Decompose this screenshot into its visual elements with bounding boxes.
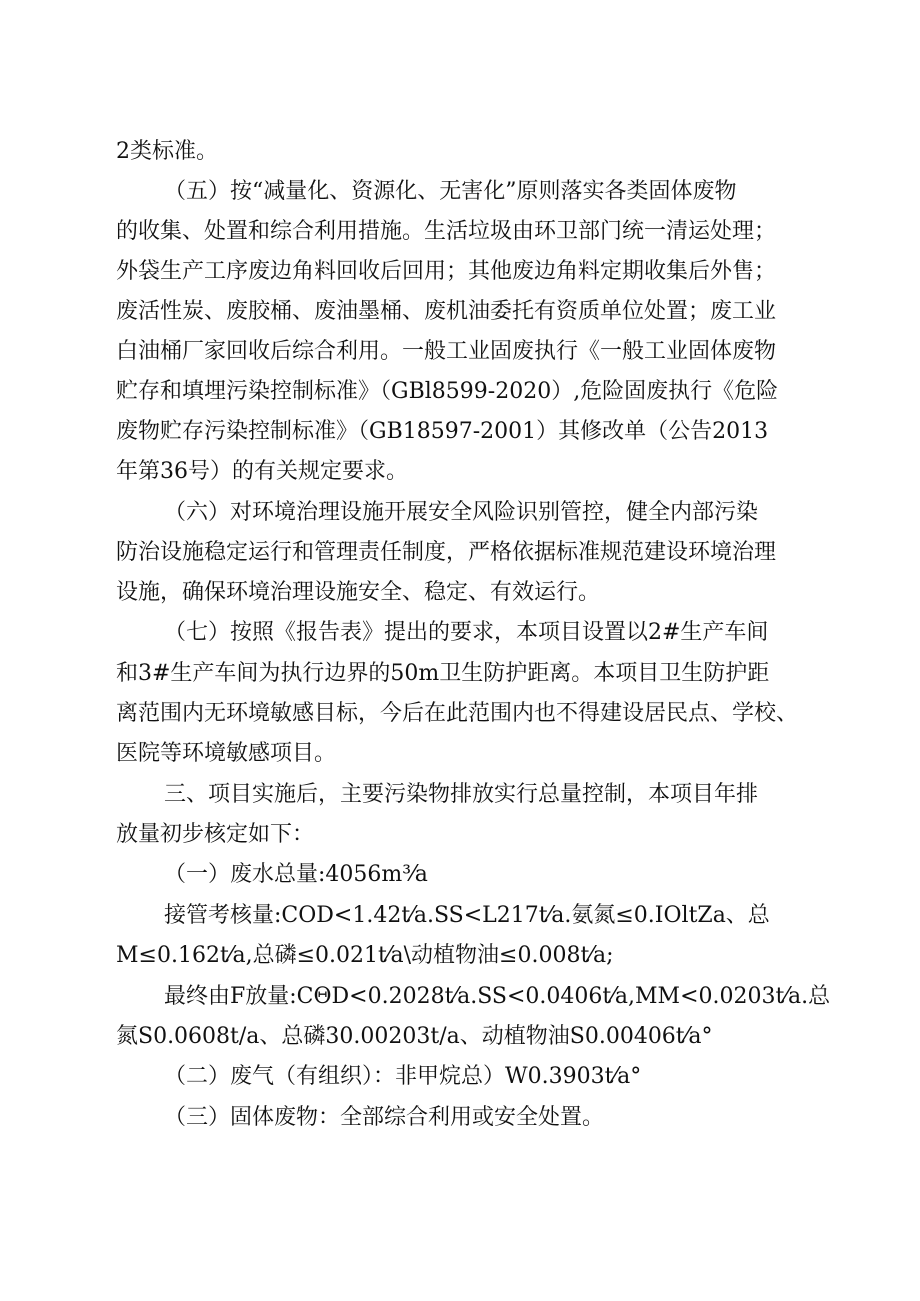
text-line: [0, 212, 920, 252]
text-line: [0, 372, 920, 412]
text-line: [0, 613, 920, 653]
text-line-content: 外袋生产工序废边角料回收后回用；其他废边角料定期收集后外售；: [116, 259, 777, 284]
text-line: [0, 493, 920, 533]
text-line-content: 设施，确保环境治理设施安全、稳定、有效运行。: [116, 580, 601, 605]
text-line-content: M≤0.162t⁄a,总磷≤0.021t⁄a\动植物油≤0.008t⁄a;: [116, 943, 614, 968]
text-line: [0, 132, 920, 172]
text-line-content: 最终由F放量:CΘD<0.2028t⁄a.SS<0.0406t⁄a,MM<0.0203t⁄a.总: [164, 984, 831, 1009]
text-line-content: （三）固体废物：全部综合利用或安全处置。: [164, 1105, 605, 1130]
text-line-content: （一）废水总量:4056m³⁄a: [164, 862, 428, 887]
text-line-content: （二）废气（有组织）：非甲烷总）W0.3903t⁄a°: [164, 1064, 642, 1089]
text-line: [0, 654, 920, 694]
text-line-content: 废活性炭、废胶桶、废油墨桶、废机油委托有资质单位处置；废工业: [116, 299, 777, 324]
text-line: [0, 936, 920, 976]
text-line-content: 白油桶厂家回收后综合利用。一般工业固废执行《一般工业固体废物: [116, 339, 777, 364]
text-line: [0, 252, 920, 292]
text-line: [0, 573, 920, 613]
text-line-content: 防治设施稳定运行和管理责任制度，严格依据标准规范建设环境治理: [116, 540, 777, 565]
text-line-content: 接管考核量:COD<1.42t⁄a.SS<L217t⁄a.氨氮≤0.IOltZa、总: [164, 903, 770, 928]
text-line-content: 和3#生产车间为执行边界的50m卫生防护距离。本项目卫生防护距: [116, 661, 770, 686]
text-line: [0, 896, 920, 936]
text-line: [0, 734, 920, 774]
text-line-content: 的收集、处置和综合利用措施。生活垃圾由环卫部门统一清运处理；: [116, 219, 777, 244]
text-line: [0, 855, 920, 895]
text-line: [0, 775, 920, 815]
text-line-content: 放量初步核定如下：: [116, 822, 315, 847]
text-line-content: 医院等环境敏感项目。: [116, 741, 337, 766]
text-line-content: （六）对环境治理设施开展安全风险识别管控，健全内部污染: [164, 500, 759, 525]
text-line: [0, 533, 920, 573]
text-line-content: 贮存和填埋污染控制标准》（GBl8599-2020）,危险固废执行《危险: [116, 379, 779, 404]
text-line: [0, 452, 920, 492]
text-line-content: 废物贮存污染控制标准》（GB18597-2001）其修改单（公告2013: [116, 419, 769, 444]
text-line: [0, 292, 920, 332]
text-line-content: 氮S0.0608t/a、总磷30.00203t/a、动植物油S0.00406t⁄a°: [116, 1024, 713, 1049]
text-line-content: 年第36号）的有关规定要求。: [116, 459, 408, 484]
text-line: [0, 694, 920, 734]
text-line: [0, 1017, 920, 1057]
text-line-content: （七）按照《报告表》提出的要求，本项目设置以2#生产车间: [164, 620, 769, 645]
text-line-content: 2类标准。: [116, 139, 218, 164]
text-line: [0, 332, 920, 372]
text-line-content: 三、项目实施后，主要污染物排放实行总量控制，本项目年排: [164, 782, 759, 807]
text-line: [0, 172, 920, 212]
text-line: [0, 412, 920, 452]
text-line: [0, 815, 920, 855]
text-line: [0, 1057, 920, 1097]
text-line-content: （五）按“减量化、资源化、无害化”原则落实各类固体废物: [164, 179, 737, 204]
text-line: [0, 1098, 920, 1138]
text-line: [0, 977, 920, 1017]
text-line-content: 离范围内无环境敏感目标，今后在此范围内也不得建设居民点、学校、: [116, 701, 799, 726]
